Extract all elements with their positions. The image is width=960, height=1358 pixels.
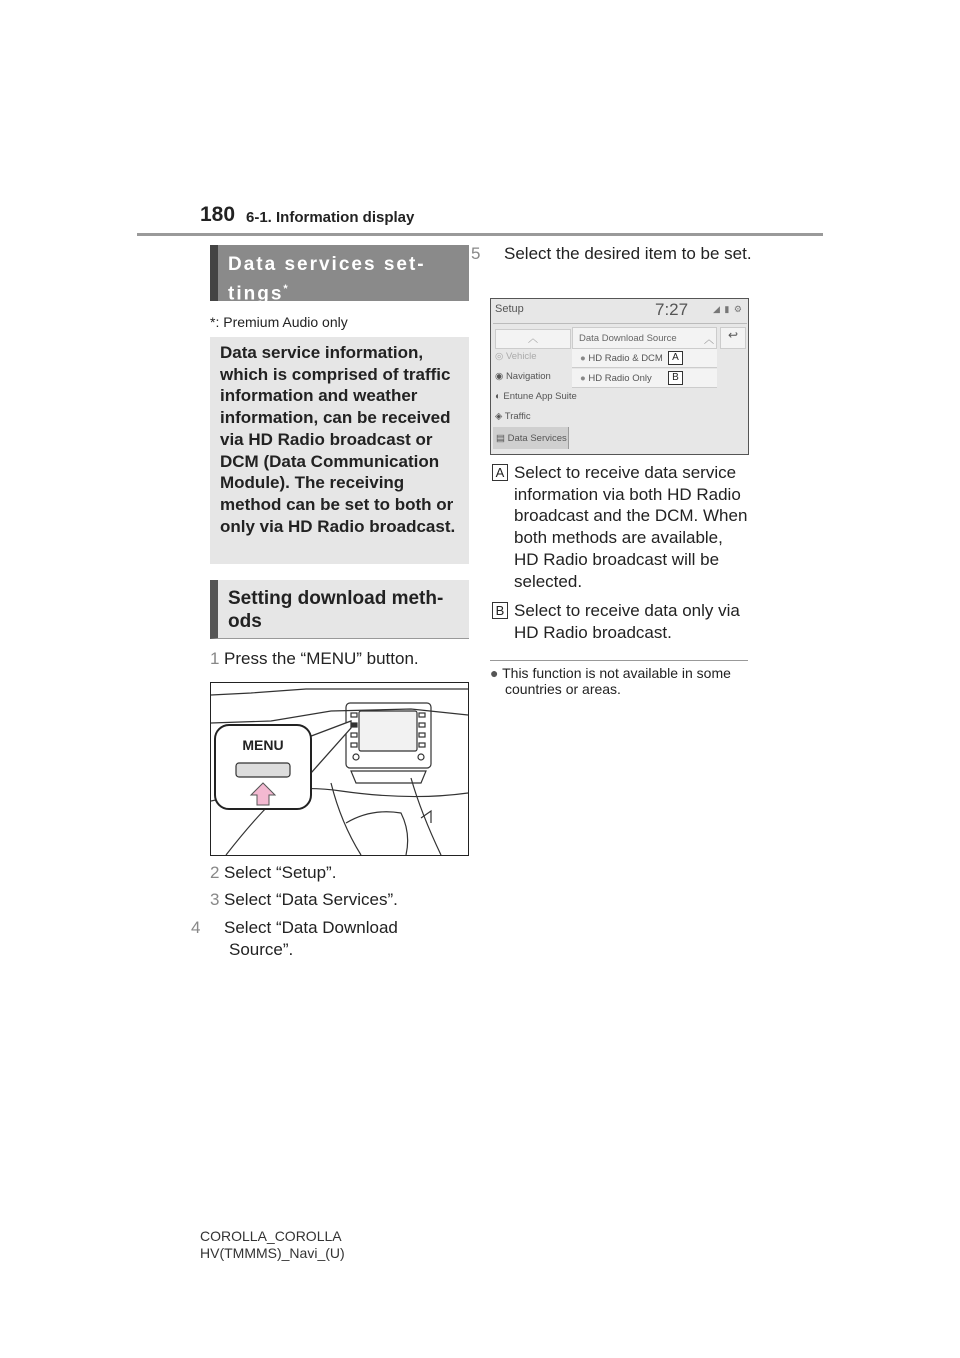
scroll-up-button[interactable]: ︿ xyxy=(495,329,571,349)
item-b-description: Select to receive data only via HD Radio broadcast. xyxy=(514,601,740,642)
intro-text: Data service information, which is comprised of traffic information and weather information, can be received via HD Radio broadcast or DCM (Data Communication Module). The receiving method can be set to both or only via HD Radio broadcast. xyxy=(220,343,456,536)
step-2 xyxy=(210,862,469,884)
page-number: 180 xyxy=(200,203,236,226)
step-text: Select “Data Services”. xyxy=(224,890,398,909)
step-text: Select “Setup”. xyxy=(224,863,337,882)
menu-item-data-services[interactable]: ▤ Data Services xyxy=(493,427,569,449)
step-number: 1 xyxy=(210,649,220,668)
callout-a: A xyxy=(668,351,683,365)
screen-title: Setup xyxy=(495,303,524,315)
bullet-icon: ● xyxy=(490,665,499,681)
option-hd-radio-dcm[interactable]: ● HD Radio & DCM xyxy=(572,349,717,368)
menu-item-vehicle[interactable]: ◎ Vehicle xyxy=(495,351,537,362)
setup-screen xyxy=(490,298,749,455)
option-hd-radio-only[interactable]: ● HD Radio Only xyxy=(572,369,717,388)
tip-note xyxy=(490,666,750,697)
traffic-icon: ◈ xyxy=(495,411,505,422)
radio-dot-icon: ● xyxy=(580,353,589,364)
dashboard-figure xyxy=(210,682,469,856)
premium-audio-note: *: Premium Audio only xyxy=(210,314,348,330)
dashboard-illustration xyxy=(211,683,468,855)
car-icon: ◎ xyxy=(495,351,506,362)
step-3 xyxy=(210,889,469,911)
menu-item-traffic[interactable]: ◈ Traffic xyxy=(495,411,531,422)
tip-rule xyxy=(490,660,748,661)
step-number: 3 xyxy=(210,890,220,909)
item-b-tag: B xyxy=(492,602,508,619)
screen-rule xyxy=(493,323,747,324)
heading-asterisk: * xyxy=(283,283,290,295)
heading-data-services-text: Data services set-tings xyxy=(228,254,426,305)
panel-title: Data Download Source xyxy=(572,327,717,349)
footer xyxy=(200,1228,345,1262)
menu-item-navigation[interactable]: ◉ Navigation xyxy=(495,371,551,382)
step-number: 5 xyxy=(471,244,481,263)
step-number: 2 xyxy=(210,863,220,882)
step-4 xyxy=(191,917,454,960)
step-text: Select “Data Download Source”. xyxy=(224,918,398,959)
footer-line-2: HV(TMMMS)_Navi_(U) xyxy=(200,1245,345,1261)
step-5 xyxy=(471,243,767,265)
menu-item-entune[interactable]: ◐ Entune App Suite xyxy=(495,391,577,402)
heading-setting-download-text: Setting download meth-ods xyxy=(228,588,444,632)
tip-text: This function is not available in some countries or areas. xyxy=(502,665,731,697)
back-button[interactable]: ↩ xyxy=(720,327,746,349)
callout-b: B xyxy=(668,371,683,385)
header-rule xyxy=(137,233,823,236)
step-1 xyxy=(210,648,469,670)
compass-icon: ◉ xyxy=(495,371,506,382)
section-title: 6-1. Information display xyxy=(246,209,415,226)
item-a-description: Select to receive data service information via both HD Radio broadcast and the DCM. When both methods are available, HD Radio broadcast will be selected. xyxy=(514,463,748,591)
screen-time: 7:27 xyxy=(655,300,689,319)
menu-label: MENU xyxy=(242,737,284,753)
footer-line-1: COROLLA_COROLLA xyxy=(200,1228,342,1244)
app-icon: ◐ xyxy=(495,391,504,402)
data-icon: ▤ xyxy=(496,433,508,444)
status-icons: ◢ ▮ ⚙ xyxy=(713,304,743,314)
intro-box xyxy=(210,337,469,564)
heading-data-services-settings xyxy=(210,245,469,305)
step-text: Press the “MENU” button. xyxy=(224,649,419,668)
radio-dot-icon: ● xyxy=(580,373,589,384)
step-text: Select the desired item to be set. xyxy=(504,244,752,263)
step-number: 4 xyxy=(191,918,201,937)
chevron-up-icon[interactable]: ︿ xyxy=(704,335,714,346)
heading-setting-download-methods xyxy=(210,580,469,639)
item-a-tag: A xyxy=(492,464,508,481)
